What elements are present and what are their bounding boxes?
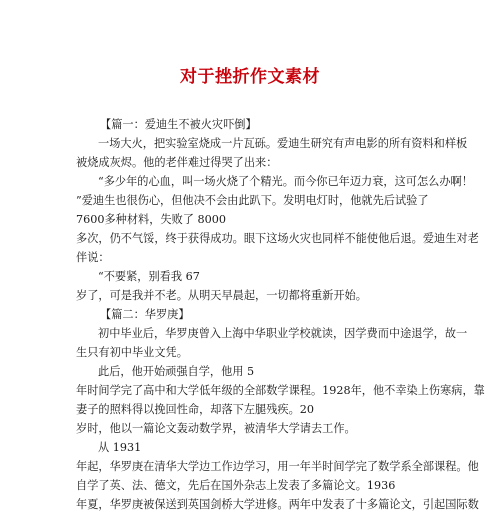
text-line: 多次，仍不气馁，终于获得成功。眼下这场火灾也同样不能使他后退。爱迪生对老 [76,232,479,245]
text-line: 伴说： [76,251,110,264]
text-line: 此后，他开始顽强自学，他用 5 [98,365,255,378]
text-line: 岁时，他以一篇论文轰动数学界，被清华大学请去工作。 [76,422,356,435]
text-line: 7600多种材料，失败了 8000 [76,213,226,226]
text-line: 自学了英、法、德文，先后在国外杂志上发表了多篇论文。1936 [76,479,396,492]
text-line: ”爱迪生也很伤心，但他决不会由此趴下。发明电灯时，他就先后试验了 [76,194,429,207]
text-line: 被烧成灰烬。他的老伴难过得哭了出来： [76,156,278,169]
text-line: 妻子的照料得以挽回性命，却落下左腿残疾。20 [76,403,314,416]
text-line: 年起，华罗庚在清华大学边工作边学习，用一年半时间学完了数学系全部课程。他 [76,460,479,473]
text-line: 年夏，华罗庚被保送到英国剑桥大学进修。两年中发表了十多篇论文，引起国际数 [76,498,479,511]
text-line: “不要紧，别看我 67 [98,270,200,283]
text-line: 【篇一：爱迪生不被火灾吓倒】 [100,118,257,131]
text-line: “多少年的心血，叫一场火烧了个精光。而今你已年迈力衰，这可怎么办啊！ [98,175,473,188]
document-title: 对于挫折作文素材 [180,67,320,87]
text-line: 年时间学完了高中和大学低年级的全部数学课程。1928年，他不幸染上伤寒病，靠 [76,384,485,397]
text-line: 一场大火，把实验室烧成一片瓦砾。爱迪生研究有声电影的所有资料和样板 [98,137,468,150]
text-line: 生只有初中毕业文凭。 [76,346,188,359]
text-line: 初中毕业后，华罗庚曾入上海中华职业学校就读，因学费而中途退学，故一 [98,327,468,340]
text-line: 【篇二：华罗庚】 [100,308,190,321]
text-line: 岁了，可是我并不老。从明天早晨起，一切都将重新开始。 [76,289,367,302]
text-line: 从 1931 [98,441,142,454]
